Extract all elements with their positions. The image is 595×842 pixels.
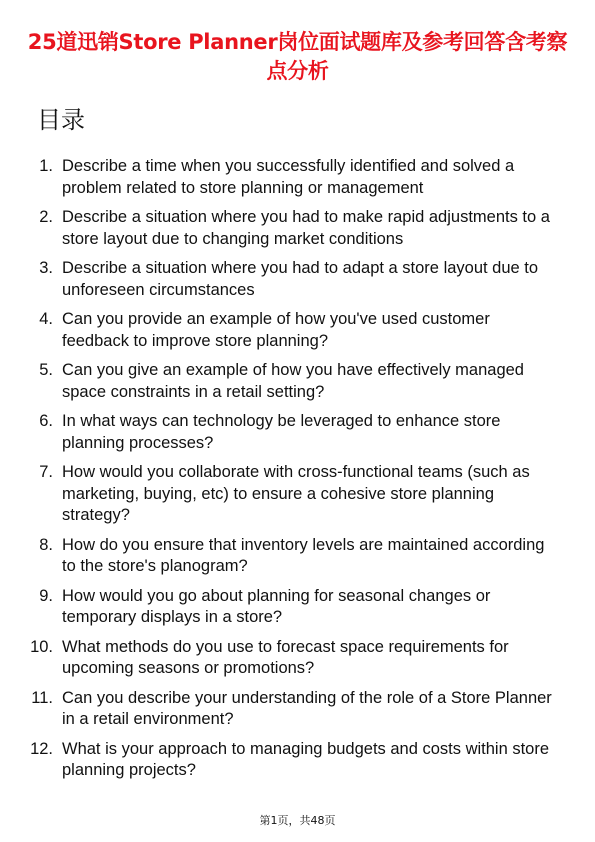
list-item[interactable] bbox=[0, 586, 555, 629]
item-number: 10. bbox=[30, 637, 53, 656]
list-item[interactable] bbox=[0, 739, 555, 782]
question-text: Describe a situation where you had to adapt a store layout due to unforeseen circumstances bbox=[62, 259, 539, 299]
question-text: How do you ensure that inventory levels are maintained according to the store's planogram? bbox=[62, 535, 545, 575]
question-text: How would you collaborate with cross-functional teams (such as marketing, buying, etc) to ensure a cohesive store planning strategy? bbox=[62, 463, 530, 524]
item-number: 3. bbox=[39, 259, 53, 277]
item-number: 2. bbox=[39, 208, 53, 226]
item-number: 12. bbox=[30, 739, 53, 758]
question-text: Can you describe your understanding of the role of a Store Planner in a retail environment? bbox=[62, 688, 552, 728]
list-item[interactable] bbox=[0, 411, 555, 454]
item-number: 1. bbox=[39, 157, 53, 175]
list-item[interactable] bbox=[0, 156, 555, 199]
question-text: How would you go about planning for seasonal changes or temporary displays in a store? bbox=[62, 586, 491, 626]
question-text: Can you give an example of how you have effectively managed space constraints in a retail setting? bbox=[62, 361, 524, 401]
question-text: In what ways can technology be leveraged to enhance store planning processes? bbox=[62, 412, 501, 452]
list-item[interactable] bbox=[0, 258, 555, 301]
item-number: 5. bbox=[39, 361, 53, 379]
document-title: 25道迅销Store Planner岗位面试题库及参考回答含考察点分析 bbox=[27, 30, 568, 83]
question-text: What methods do you use to forecast space requirements for upcoming seasons or promotions? bbox=[62, 637, 509, 677]
question-list bbox=[0, 156, 595, 790]
item-number: 4. bbox=[39, 310, 53, 328]
list-item[interactable] bbox=[0, 309, 555, 352]
question-text: Describe a time when you successfully identified and solved a problem related to store planning or management bbox=[62, 157, 515, 197]
item-number: 6. bbox=[39, 412, 53, 430]
page-number: 第1页，共48页 bbox=[259, 814, 336, 827]
list-item[interactable] bbox=[0, 462, 555, 527]
list-item[interactable] bbox=[0, 207, 555, 250]
item-number: 8. bbox=[39, 535, 53, 554]
item-number: 11. bbox=[31, 688, 53, 707]
list-item[interactable] bbox=[0, 637, 555, 680]
list-item[interactable] bbox=[0, 360, 555, 403]
list-item[interactable] bbox=[0, 535, 555, 578]
toc-heading: 目录 bbox=[37, 106, 85, 134]
question-text: What is your approach to managing budgets and costs within store planning projects? bbox=[62, 739, 550, 779]
item-number: 7. bbox=[39, 463, 53, 481]
question-text: Describe a situation where you had to make rapid adjustments to a store layout due to changing market conditions bbox=[62, 208, 550, 248]
item-number: 9. bbox=[39, 586, 53, 605]
question-text: Can you provide an example of how you've used customer feedback to improve store planning? bbox=[62, 310, 490, 350]
list-item[interactable] bbox=[0, 688, 555, 731]
